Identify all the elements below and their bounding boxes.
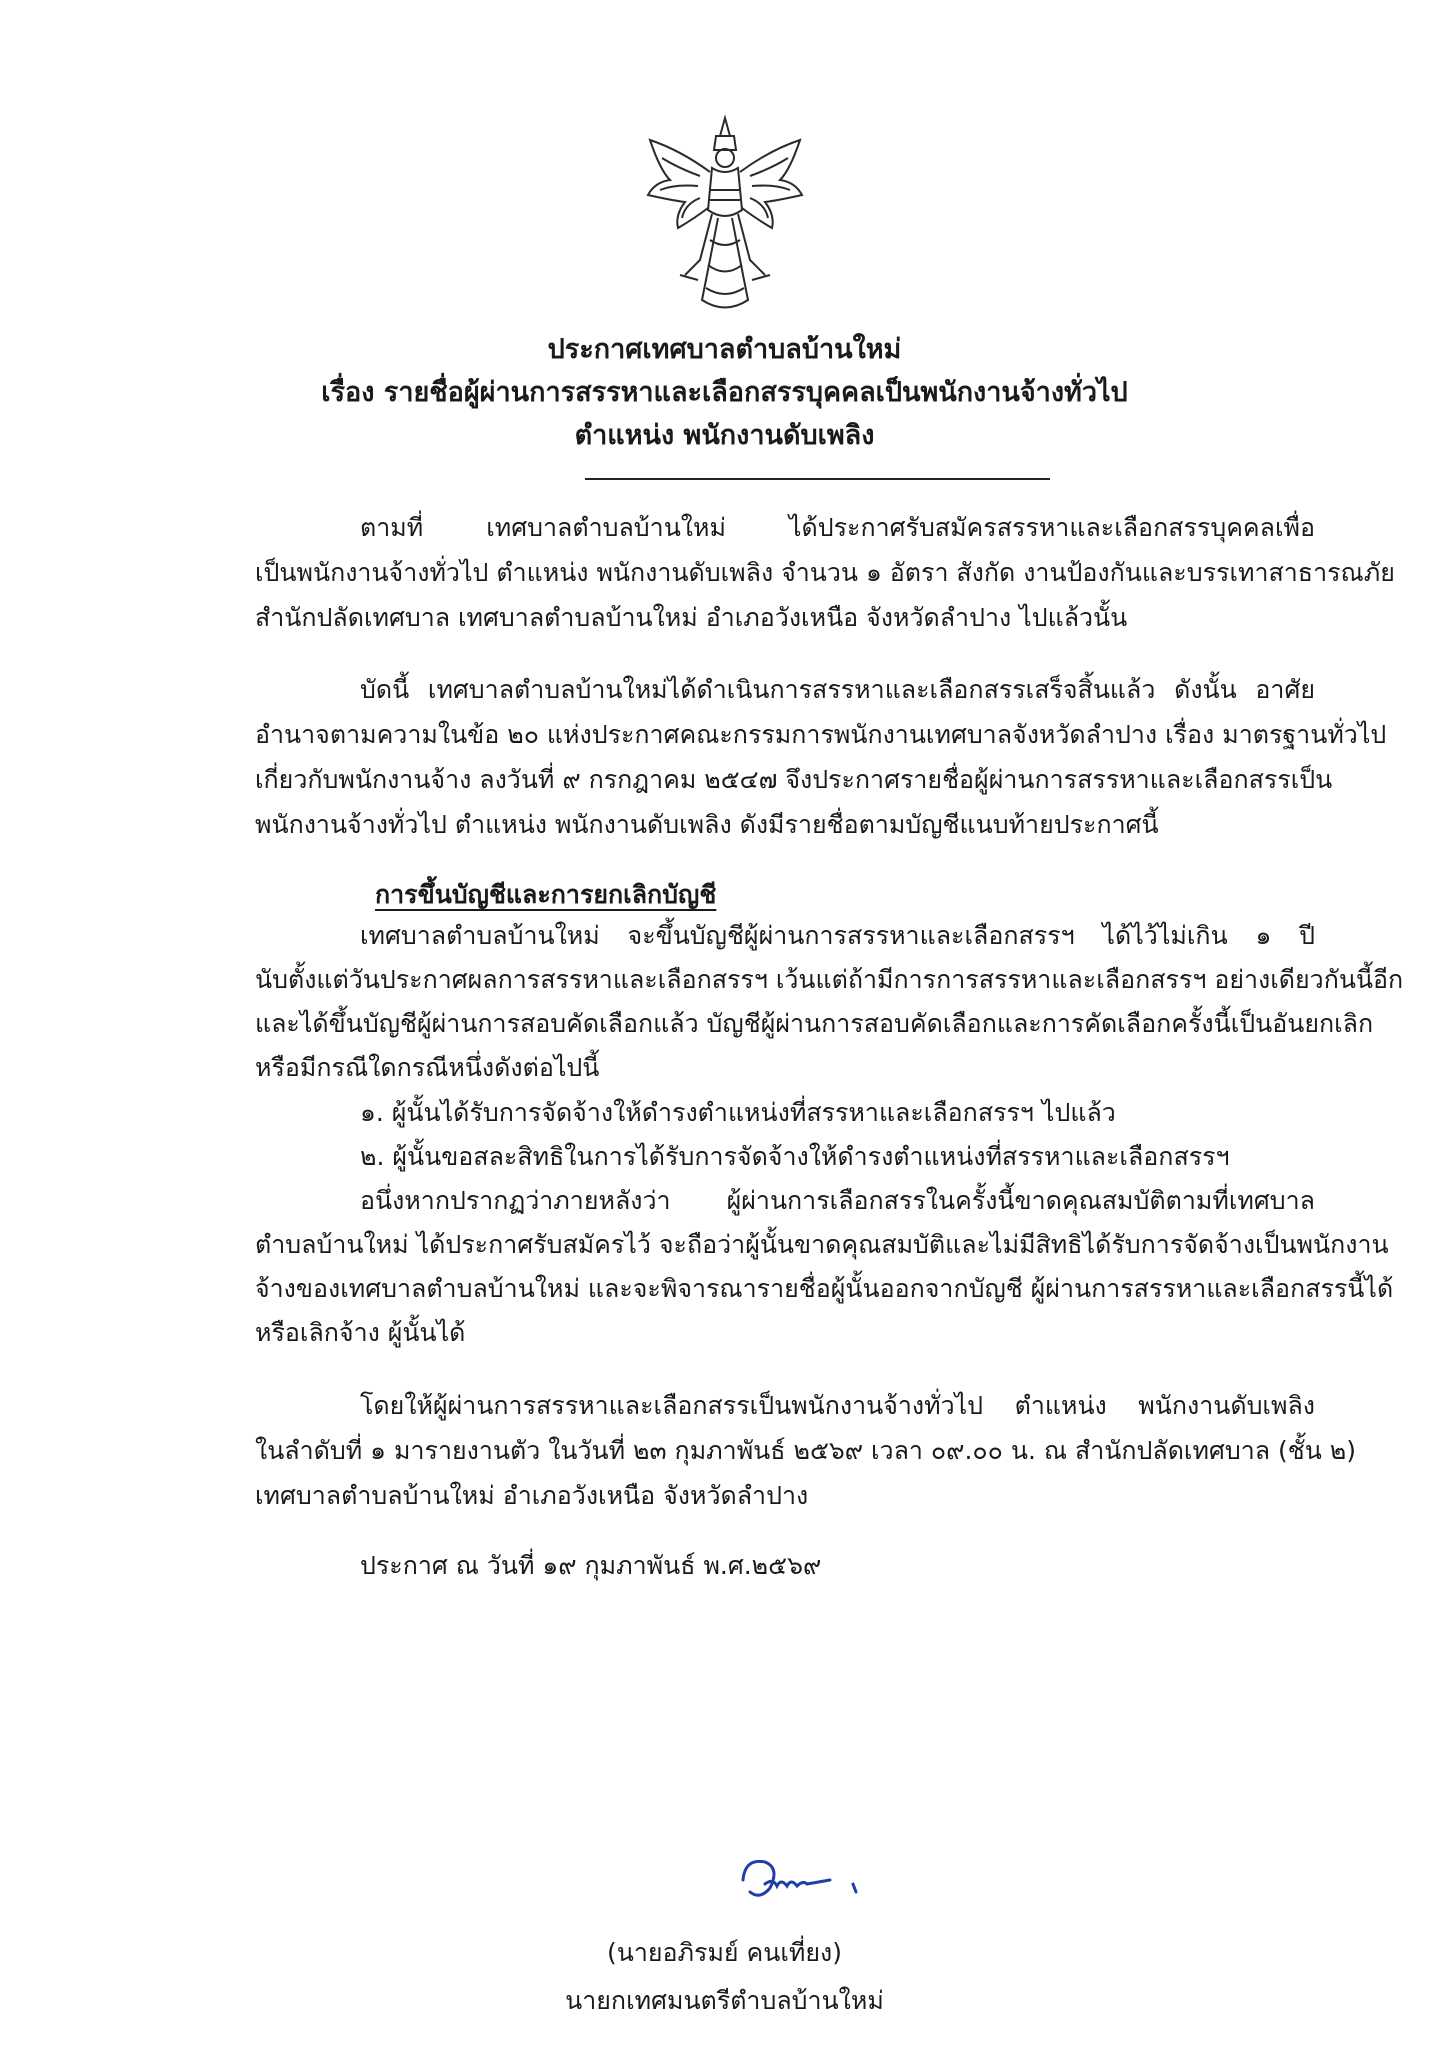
para1-line: สำนักปลัดเทศบาล เทศบาลตำบลบ้านใหม่ อำเภอวังเหนือ จังหวัดลำปาง ไปแล้วนั้น bbox=[255, 603, 1128, 632]
header-divider bbox=[585, 478, 1050, 480]
para3-line: เทศบาลตำบลบ้านใหม่ จะขึ้นบัญชีผู้ผ่านการสรรหาและเลือกสรรฯ ได้ไว้ไม่เกิน ๑ ปี bbox=[360, 921, 1315, 950]
para2-line: อำนาจตามความในข้อ ๒๐ แห่งประกาศคณะกรรมการพนักงานเทศบาลจังหวัดลำปาง เรื่อง มาตรฐานทั่วไป bbox=[255, 720, 1387, 749]
para3-line: หรือมีกรณีใดกรณีหนึ่งดังต่อไปนี้ bbox=[255, 1053, 600, 1082]
list-item: ๑. ผู้นั้นได้รับการจัดจ้างให้ดำรงตำแหน่งที่สรรหาและเลือกสรรฯ ไปแล้ว bbox=[360, 1098, 1116, 1127]
signer-name: (นายอภิรมย์ คนเที่ยง) bbox=[607, 1938, 842, 1967]
para3-line: นับตั้งแต่วันประกาศผลการสรรหาและเลือกสรรฯ เว้นแต่ถ้ามีการการสรรหาและเลือกสรรฯ อย่างเดียวกันนี้อีก bbox=[255, 965, 1404, 994]
garuda-emblem-icon bbox=[640, 110, 810, 320]
para3-line: และได้ขึ้นบัญชีผู้ผ่านการสอบคัดเลือกแล้ว บัญชีผู้ผ่านการสอบคัดเลือกและการคัดเลือกครั้งนี้เป็นอันยกเลิก bbox=[255, 1009, 1374, 1038]
para2-line: พนักงานจ้างทั่วไป ตำแหน่ง พนักงานดับเพลิง ดังมีรายชื่อตามบัญชีแนบท้ายประกาศนี้ bbox=[255, 810, 1159, 839]
para5-line: โดยให้ผู้ผ่านการสรรหาและเลือกสรรเป็นพนักงานจ้างทั่วไป ตำแหน่ง พนักงานดับเพลิง bbox=[360, 1391, 1315, 1420]
para4-line: ตำบลบ้านใหม่ ได้ประกาศรับสมัครไว้ จะถือว่าผู้นั้นขาดคุณสมบัติและไม่มีสิทธิได้รับการจัดจ้างเป็นพนักงาน bbox=[255, 1230, 1389, 1259]
para4-line: อนึ่งหากปรากฏว่าภายหลังว่า ผู้ผ่านการเลือกสรรในครั้งนี้ขาดคุณสมบัติตามที่เทศบาล bbox=[360, 1186, 1315, 1215]
para1-line: ตามที่ เทศบาลตำบลบ้านใหม่ ได้ประกาศรับสมัครสรรหาและเลือกสรรบุคคลเพื่อ bbox=[360, 513, 1315, 542]
para4-line: หรือเลิกจ้าง ผู้นั้นได้ bbox=[255, 1318, 466, 1347]
list-item: ๒. ผู้นั้นขอสละสิทธิในการได้รับการจัดจ้างให้ดำรงตำแหน่งที่สรรหาและเลือกสรรฯ bbox=[360, 1142, 1230, 1171]
para5-line: ในลำดับที่ ๑ มารายงานตัว ในวันที่ ๒๓ กุมภาพันธ์ ๒๕๖๙ เวลา ๐๙.๐๐ น. ณ สำนักปลัดเทศบาล (ชั้น ๒) bbox=[255, 1436, 1356, 1465]
section-heading: การขึ้นบัญชีและการยกเลิกบัญชี bbox=[375, 880, 717, 909]
para4-line: จ้างของเทศบาลตำบลบ้านใหม่ และจะพิจารณารายชื่อผู้นั้นออกจากบัญชี ผู้ผ่านการสรรหาและเลือกสรรนี้ได้ bbox=[255, 1274, 1394, 1303]
announcement-subject: เรื่อง รายชื่อผู้ผ่านการสรรหาและเลือกสรรบุคคลเป็นพนักงานจ้างทั่วไป bbox=[321, 377, 1128, 408]
announcement-date: ประกาศ ณ วันที่ ๑๙ กุมภาพันธ์ พ.ศ.๒๕๖๙ bbox=[360, 1551, 822, 1580]
para5-line: เทศบาลตำบลบ้านใหม่ อำเภอวังเหนือ จังหวัดลำปาง bbox=[255, 1481, 809, 1510]
signer-position: นายกเทศมนตรีตำบลบ้านใหม่ bbox=[565, 1986, 884, 2015]
para2-line: บัดนี้ เทศบาลตำบลบ้านใหม่ได้ดำเนินการสรรหาและเลือกสรรเสร็จสิ้นแล้ว ดังนั้น อาศัย bbox=[360, 675, 1315, 704]
announcement-position: ตำแหน่ง พนักงานดับเพลิง bbox=[574, 420, 875, 451]
para1-line: เป็นพนักงานจ้างทั่วไป ตำแหน่ง พนักงานดับเพลิง จำนวน ๑ อัตรา สังกัด งานป้องกันและบรรเทาสาธารณภัย bbox=[255, 558, 1395, 587]
announcement-title: ประกาศเทศบาลตำบลบ้านใหม่ bbox=[547, 334, 902, 365]
para2-line: เกี่ยวกับพนักงานจ้าง ลงวันที่ ๙ กรกฎาคม ๒๕๔๗ จึงประกาศรายชื่อผู้ผ่านการสรรหาและเลือกสรรเป็น bbox=[255, 765, 1333, 794]
handwritten-signature bbox=[735, 1850, 870, 1915]
